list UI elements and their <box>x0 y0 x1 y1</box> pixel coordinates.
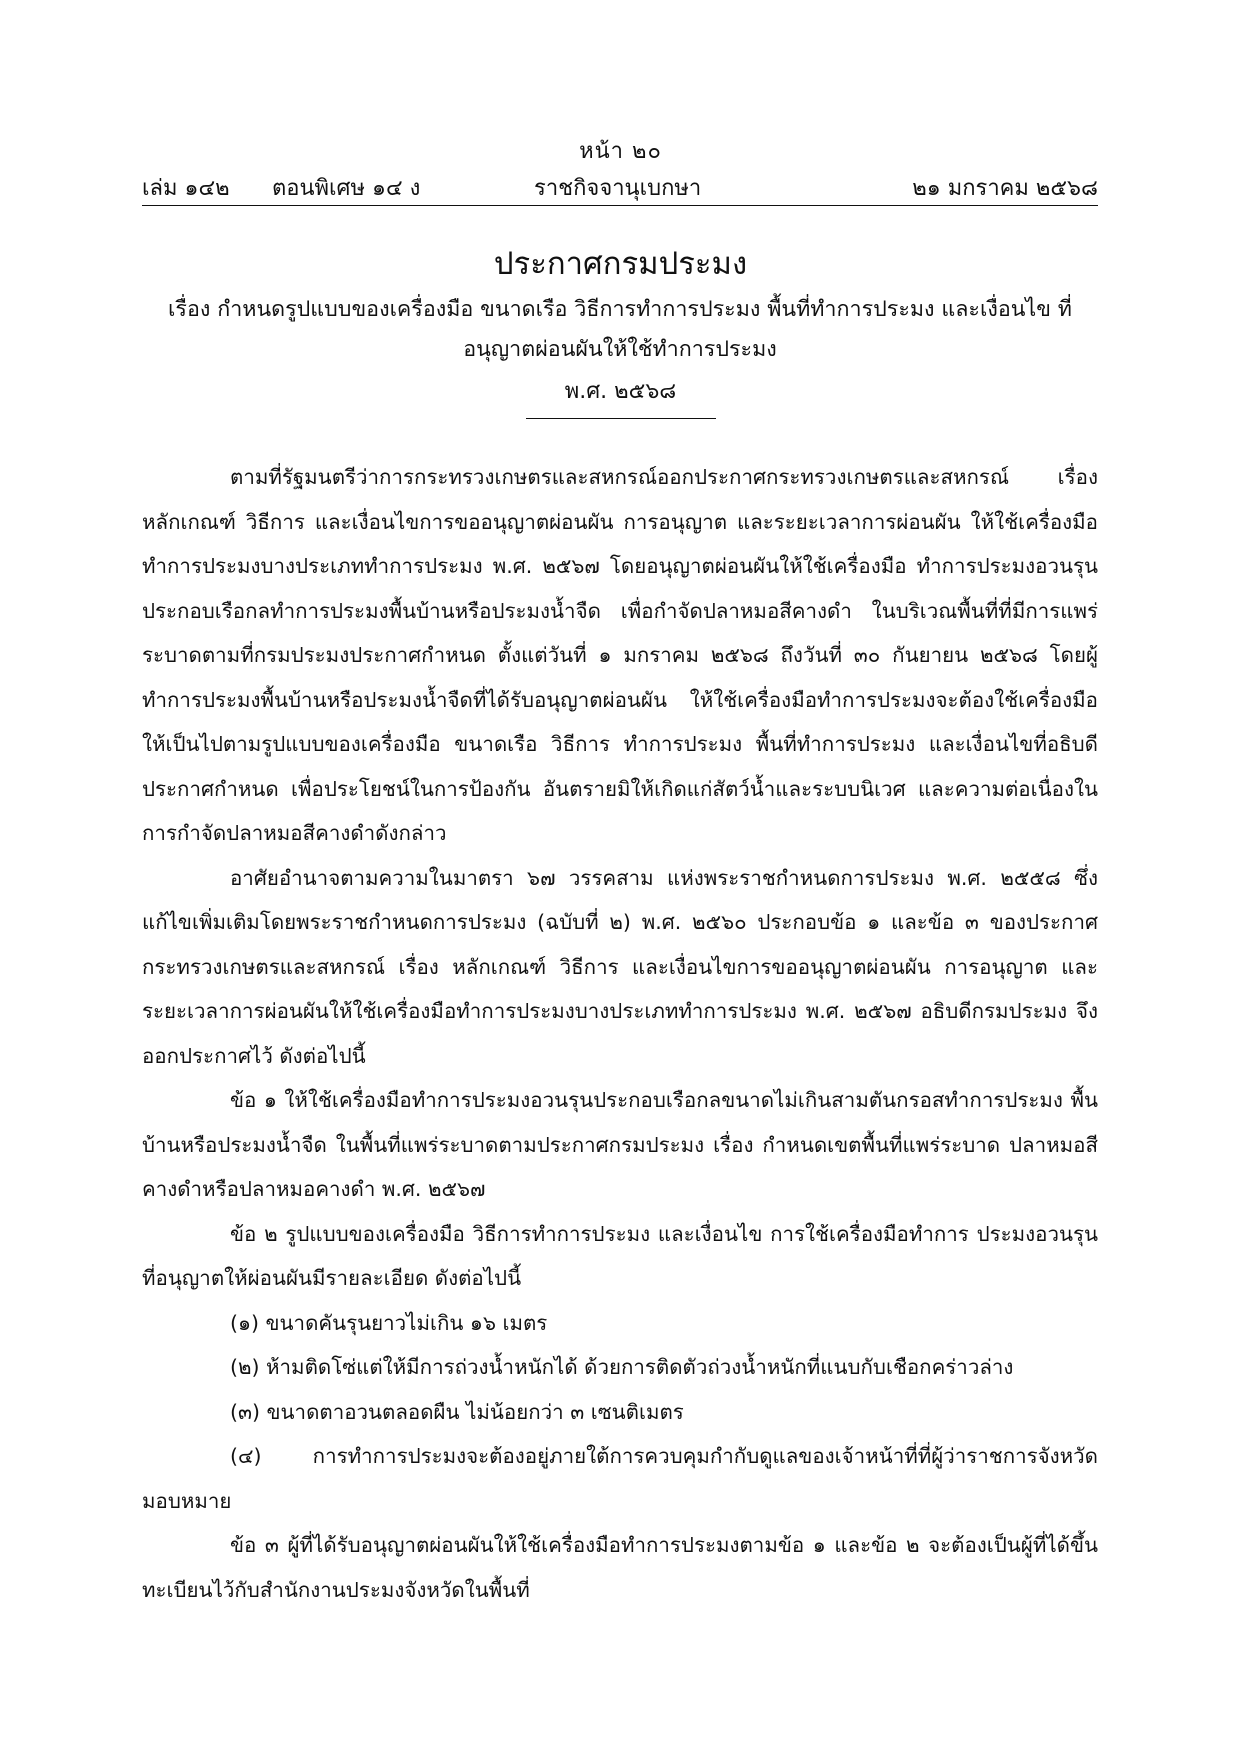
volume-label: เล่ม ๑๔๒ <box>142 176 230 201</box>
clause-2-item-3: (๓) ขนาดตาอวนตลอดผืน ไม่น้อยกว่า ๓ เซนติเมตร <box>230 1399 684 1424</box>
clause-2-item-1: (๑) ขนาดคันรุนยาวไม่เกิน ๑๖ เมตร <box>230 1310 548 1335</box>
clause-2: ข้อ ๒ รูปแบบของเครื่องมือ วิธีการทำการประมง และเงื่อนไข การใช้เครื่องมือทำการ ประมงอวนรุนที่อนุญาตให้ผ่อนผันมีรายละเอียด ดังต่อไปนี้ <box>142 1221 1098 1290</box>
paragraph-authority: อาศัยอำนาจตามความในมาตรา ๖๗ วรรคสาม แห่งพระราชกำหนดการประมง พ.ศ. ๒๕๕๘ ซึ่งแก้ไขเพิ่มเติมโดยพระราชกำหนดการประมง (ฉบับที่ ๒) พ.ศ. ๒๕๖๐ ประกอบข้อ ๑ และข้อ ๓ ของประกาศกระทรวงเกษตรและสหกรณ์ เรื่อง หลักเกณฑ์ วิธีการ และเงื่อนไขการขออนุญาตผ่อนผัน การอนุญาต และระยะเวลาการผ่อนผันให้ใช้เครื่องมือทำการประมงบางประเภททำการประมง พ.ศ. ๒๕๖๗ อธิบดีกรมประมง จึงออกประกาศไว้ ดังต่อไปนี้ <box>142 865 1098 1068</box>
title-divider <box>526 418 716 419</box>
paragraph-preamble: ตามที่รัฐมนตรีว่าการกระทรวงเกษตรและสหกรณ์ออกประกาศกระทรวงเกษตรและสหกรณ์ เรื่อง หลักเกณฑ์ วิธีการ และเงื่อนไขการขออนุญาตผ่อนผัน การอนุญาต และระยะเวลาการผ่อนผัน ให้ใช้เครื่องมือทำการประมงบางประเภททำการประมง พ.ศ. ๒๕๖๗ โดยอนุญาตผ่อนผันให้ใช้เครื่องมือ ทำการประมงอวนรุนประกอบเรือกลทำการประมงพื้นบ้านหรือประมงน้ำจืด เพื่อกำจัดปลาหมอสีคางดำ ในบริเวณพื้นที่ที่มีการแพร่ระบาดตามที่กรมประมงประกาศกำหนด ตั้งแต่วันที่ ๑ มกราคม ๒๕๖๘ ถึงวันที่ ๓๐ กันยายน ๒๕๖๘ โดยผู้ทำการประมงพื้นบ้านหรือประมงน้ำจืดที่ได้รับอนุญาตผ่อนผัน ให้ใช้เครื่องมือทำการประมงจะต้องใช้เครื่องมือให้เป็นไปตามรูปแบบของเครื่องมือ ขนาดเรือ วิธีการ ทำการประมง พื้นที่ทำการประมง และเงื่อนไขที่อธิบดีประกาศกำหนด เพื่อประโยชน์ในการป้องกัน อันตรายมิให้เกิดแก่สัตว์น้ำและระบบนิเวศ และความต่อเนื่องในการกำจัดปลาหมอสีคางดำดังกล่าว <box>142 465 1098 845</box>
clause-1: ข้อ ๑ ให้ใช้เครื่องมือทำการประมงอวนรุนประกอบเรือกลขนาดไม่เกินสามตันกรอสทำการประมง พื้นบ้านหรือประมงน้ำจืด ในพื้นที่แพร่ระบาดตามประกาศกรมประมง เรื่อง กำหนดเขตพื้นที่แพร่ระบาด ปลาหมอสีคางดำหรือปลาหมอคางดำ พ.ศ. ๒๕๖๗ <box>142 1088 1098 1201</box>
publication-date: ๒๑ มกราคม ๒๕๖๘ <box>912 176 1098 201</box>
announcement-title: ประกาศกรมประมง <box>493 246 748 282</box>
announcement-subject: เรื่อง กำหนดรูปแบบของเครื่องมือ ขนาดเรือ วิธีการทำการประมง พื้นที่ทำการประมง และเงื่อนไข ที่อนุญาตผ่อนผันให้ใช้ทำการประมง <box>168 297 1072 362</box>
clause-3: ข้อ ๓ ผู้ที่ได้รับอนุญาตผ่อนผันให้ใช้เครื่องมือทำการประมงตามข้อ ๑ และข้อ ๒ จะต้องเป็นผู้ที่ได้ขึ้นทะเบียนไว้กับสำนักงานประมงจังหวัดในพื้นที่ <box>142 1533 1098 1602</box>
gazette-header <box>142 170 1098 206</box>
announcement-body <box>142 455 1098 1612</box>
header-divider <box>142 205 1098 206</box>
gazette-name: ราชกิจจานุเบกษา <box>534 176 702 201</box>
clause-2-item-2: (๒) ห้ามติดโซ่แต่ให้มีการถ่วงน้ำหนักได้ ด้วยการติดตัวถ่วงน้ำหนักที่แนบกับเชือกคร่าวล่าง <box>230 1355 1014 1379</box>
clause-2-item-4: (๔) การทำการประมงจะต้องอยู่ภายใต้การควบคุมกำกับดูแลของเจ้าหน้าที่ที่ผู้ว่าราชการจังหวัด มอบหมาย <box>142 1444 1098 1513</box>
page-number: หน้า ๒๐ <box>579 139 662 164</box>
announcement-year: พ.ศ. ๒๕๖๘ <box>564 379 677 404</box>
issue-label: ตอนพิเศษ ๑๔ ง <box>272 176 421 201</box>
